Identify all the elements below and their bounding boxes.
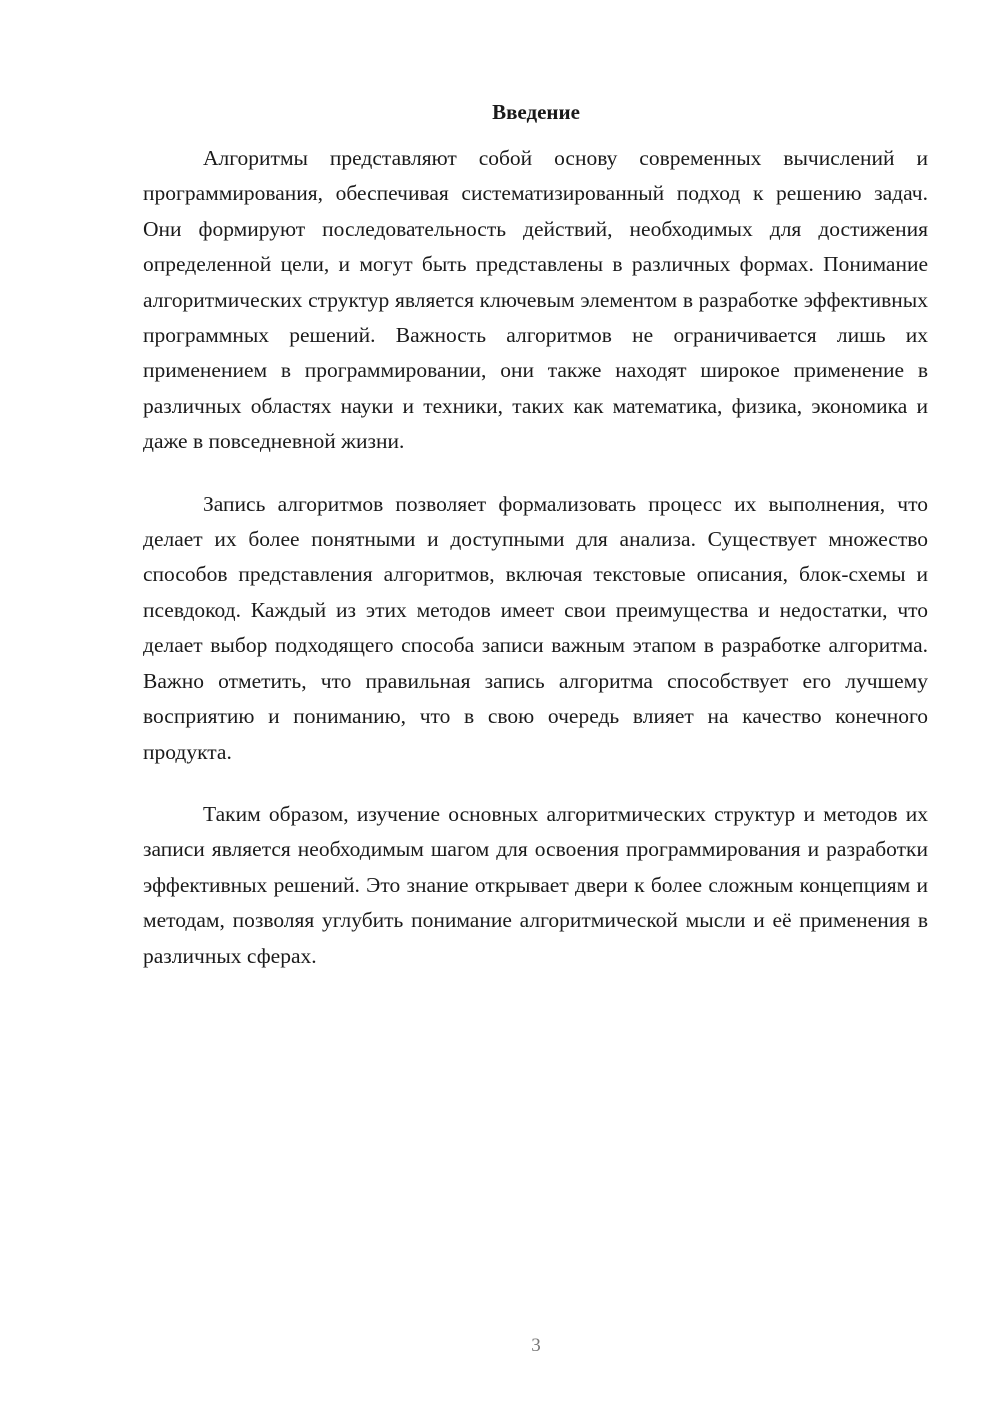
- paragraph-1: Алгоритмы представляют собой основу современных вычислений и программирования, обеспечивая систематизированный подход к решению задач. Они формируют последовательность действий, необходимых для достижения определенной цели, и могут быть представлены в различных формах. Понимание алгоритмических структур является ключевым элементом в разработке эффективных программных решений. Важность алгоритмов не ограничивается лишь их применением в программировании, они также находят широкое применение в различных областях науки и техники, таких как математика, физика, экономика и даже в повседневной жизни.: [143, 146, 928, 454]
- body-text: [143, 141, 928, 1001]
- page-number: 3: [531, 1335, 541, 1356]
- paragraph-2: Запись алгоритмов позволяет формализовать процесс их выполнения, что делает их более понятными и доступными для анализа. Существует множество способов представления алгоритмов, включая текстовые описания, блок-схемы и псевдокод. Каждый из этих методов имеет свои преимущества и недостатки, что делает выбор подходящего способа записи важным этапом в разработке алгоритма. Важно отметить, что правильная запись алгоритма способствует его лучшему восприятию и пониманию, что в свою очередь влияет на качество конечного продукта.: [143, 491, 928, 764]
- paragraph-3: Таким образом, изучение основных алгоритмических структур и методов их записи является необходимым шагом для освоения программирования и разработки эффективных решений. Это знание открывает двери к более сложным концепциям и методам, позволяя углубить понимание алгоритмической мысли и её применения в различных сферах.: [143, 801, 928, 968]
- section-heading: Введение: [492, 100, 580, 124]
